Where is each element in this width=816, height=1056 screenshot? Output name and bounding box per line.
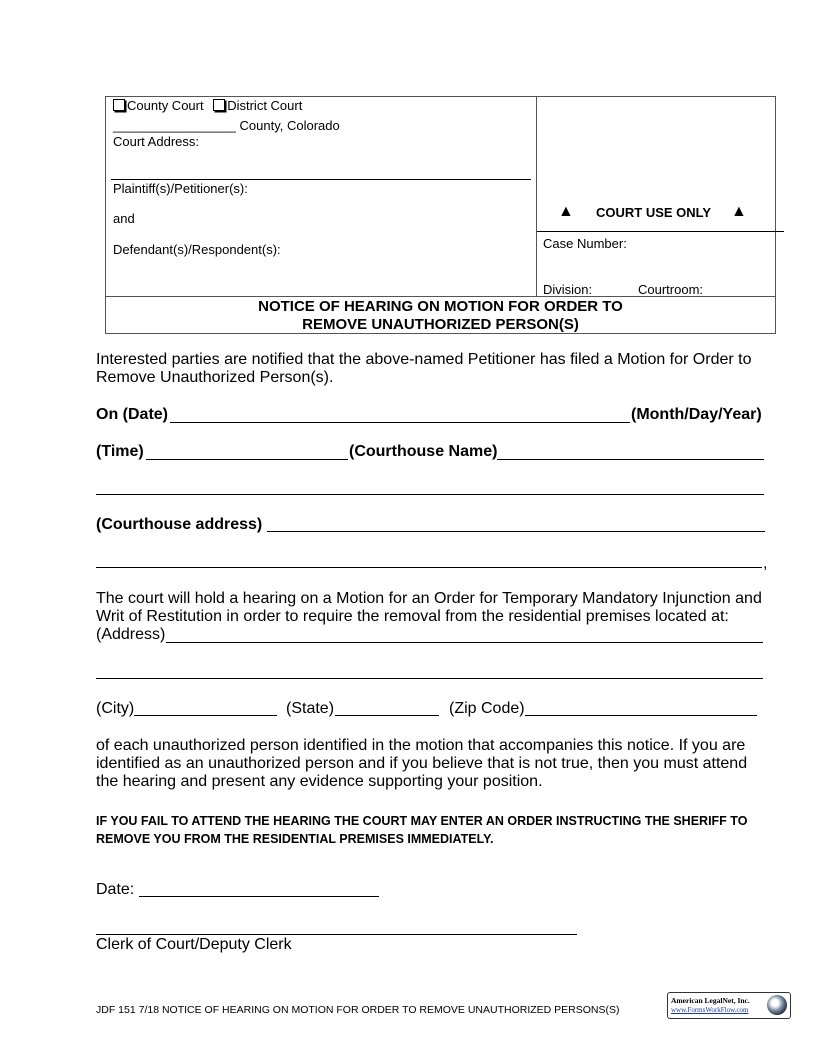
hearing-paragraph	[96, 590, 786, 644]
district-court-label: District Court	[227, 98, 303, 113]
month-day-year-label: (Month/Day/Year)	[631, 406, 762, 423]
courthouse-address-label: (Courthouse address)	[96, 516, 263, 533]
triangle-left-icon: ▲	[558, 203, 574, 220]
on-date-label: On (Date)	[96, 406, 168, 423]
courthouse-name-line-2[interactable]	[96, 494, 764, 495]
courtroom-label: Courtroom:	[638, 282, 704, 297]
zip-label: (Zip Code)	[449, 700, 525, 717]
city-input-line[interactable]	[134, 715, 277, 716]
county-blank[interactable]: _________________	[113, 118, 236, 133]
plaintiff-label: Plaintiff(s)/Petitioner(s):	[113, 181, 248, 196]
court-use-only-label: COURT USE ONLY	[596, 205, 712, 220]
and-label: and	[113, 211, 135, 226]
date-input-line[interactable]	[170, 422, 630, 423]
division-label: Division:	[543, 282, 593, 297]
city-label: (City)	[96, 700, 135, 717]
courthouse-name-input-line[interactable]	[497, 459, 764, 460]
intro-line-1: Interested parties are notified that the above-named Petitioner has filed a Motion for Order to	[96, 351, 752, 368]
title-line-1: NOTICE OF HEARING ON MOTION FOR ORDER TO	[258, 298, 623, 315]
address-line-2[interactable]	[96, 678, 763, 679]
county-court-label: County Court	[127, 98, 204, 113]
zip-input-line[interactable]	[525, 715, 757, 716]
address-comma: ,	[763, 555, 768, 572]
legalnet-logo	[667, 992, 791, 1019]
date-label: Date:	[96, 881, 135, 898]
clerk-signature-line[interactable]	[96, 934, 577, 935]
courthouse-address-input-line[interactable]	[267, 531, 765, 532]
court-type-row	[113, 98, 302, 113]
intro-line-2: Remove Unauthorized Person(s).	[96, 369, 334, 386]
county-state-label: County, Colorado	[239, 118, 340, 133]
county-court-checkbox[interactable]	[113, 99, 125, 111]
unauthorized-line-2: identified as an unauthorized person and if you believe that is not true, then you must attend	[96, 755, 748, 772]
title-line-2: REMOVE UNAUTHORIZED PERSON(S)	[302, 316, 579, 333]
warning-line-2: REMOVE YOU FROM THE RESIDENTIAL PREMISES IMMEDIATELY.	[96, 832, 494, 846]
triangle-right-icon: ▲	[731, 203, 747, 220]
court-address-line[interactable]	[111, 179, 531, 180]
state-label: (State)	[286, 700, 335, 717]
hearing-line-1: The court will hold a hearing on a Motion for an Order for Temporary Mandatory Injunction and	[96, 590, 762, 607]
unauthorized-line-1: of each unauthorized person identified in the motion that accompanies this notice. If you are	[96, 737, 746, 754]
courthouse-address-line-2[interactable]	[96, 567, 762, 568]
logo-company-name: American LegalNet, Inc.	[671, 996, 750, 1005]
courthouse-name-label: (Courthouse Name)	[349, 443, 498, 460]
time-input-line[interactable]	[146, 459, 348, 460]
time-label: (Time)	[96, 443, 144, 460]
hearing-line-2: Writ of Restitution in order to require the removal from the residential premises located at:	[96, 608, 729, 625]
warning-line-1: IF YOU FAIL TO ATTEND THE HEARING THE COURT MAY ENTER AN ORDER INSTRUCTING THE SHERIFF TO	[96, 814, 748, 828]
court-address-label: Court Address:	[113, 134, 199, 149]
unauthorized-line-3: the hearing and present any evidence supporting your position.	[96, 773, 543, 790]
case-number-label: Case Number:	[543, 236, 627, 251]
address-label: (Address)	[96, 626, 166, 643]
clerk-label: Clerk of Court/Deputy Clerk	[96, 936, 292, 953]
court-use-divider	[537, 231, 784, 232]
district-court-checkbox[interactable]	[213, 99, 225, 111]
document-title	[105, 298, 776, 334]
globe-icon	[767, 995, 787, 1015]
caption-divider-vertical	[536, 96, 537, 297]
county-line	[113, 118, 340, 133]
state-input-line[interactable]	[335, 715, 439, 716]
defendant-label: Defendant(s)/Respondent(s):	[113, 242, 281, 257]
form-id-footer: JDF 151 7/18 NOTICE OF HEARING ON MOTION FOR ORDER TO REMOVE UNAUTHORIZED PERSONS(S)	[96, 1004, 620, 1016]
signature-date-line[interactable]	[139, 896, 379, 897]
logo-url: www.FormsWorkFlow.com	[671, 1006, 749, 1014]
unauthorized-paragraph	[96, 737, 786, 791]
address-input-line[interactable]	[166, 642, 763, 643]
warning-paragraph	[96, 812, 786, 848]
intro-paragraph	[96, 351, 776, 387]
